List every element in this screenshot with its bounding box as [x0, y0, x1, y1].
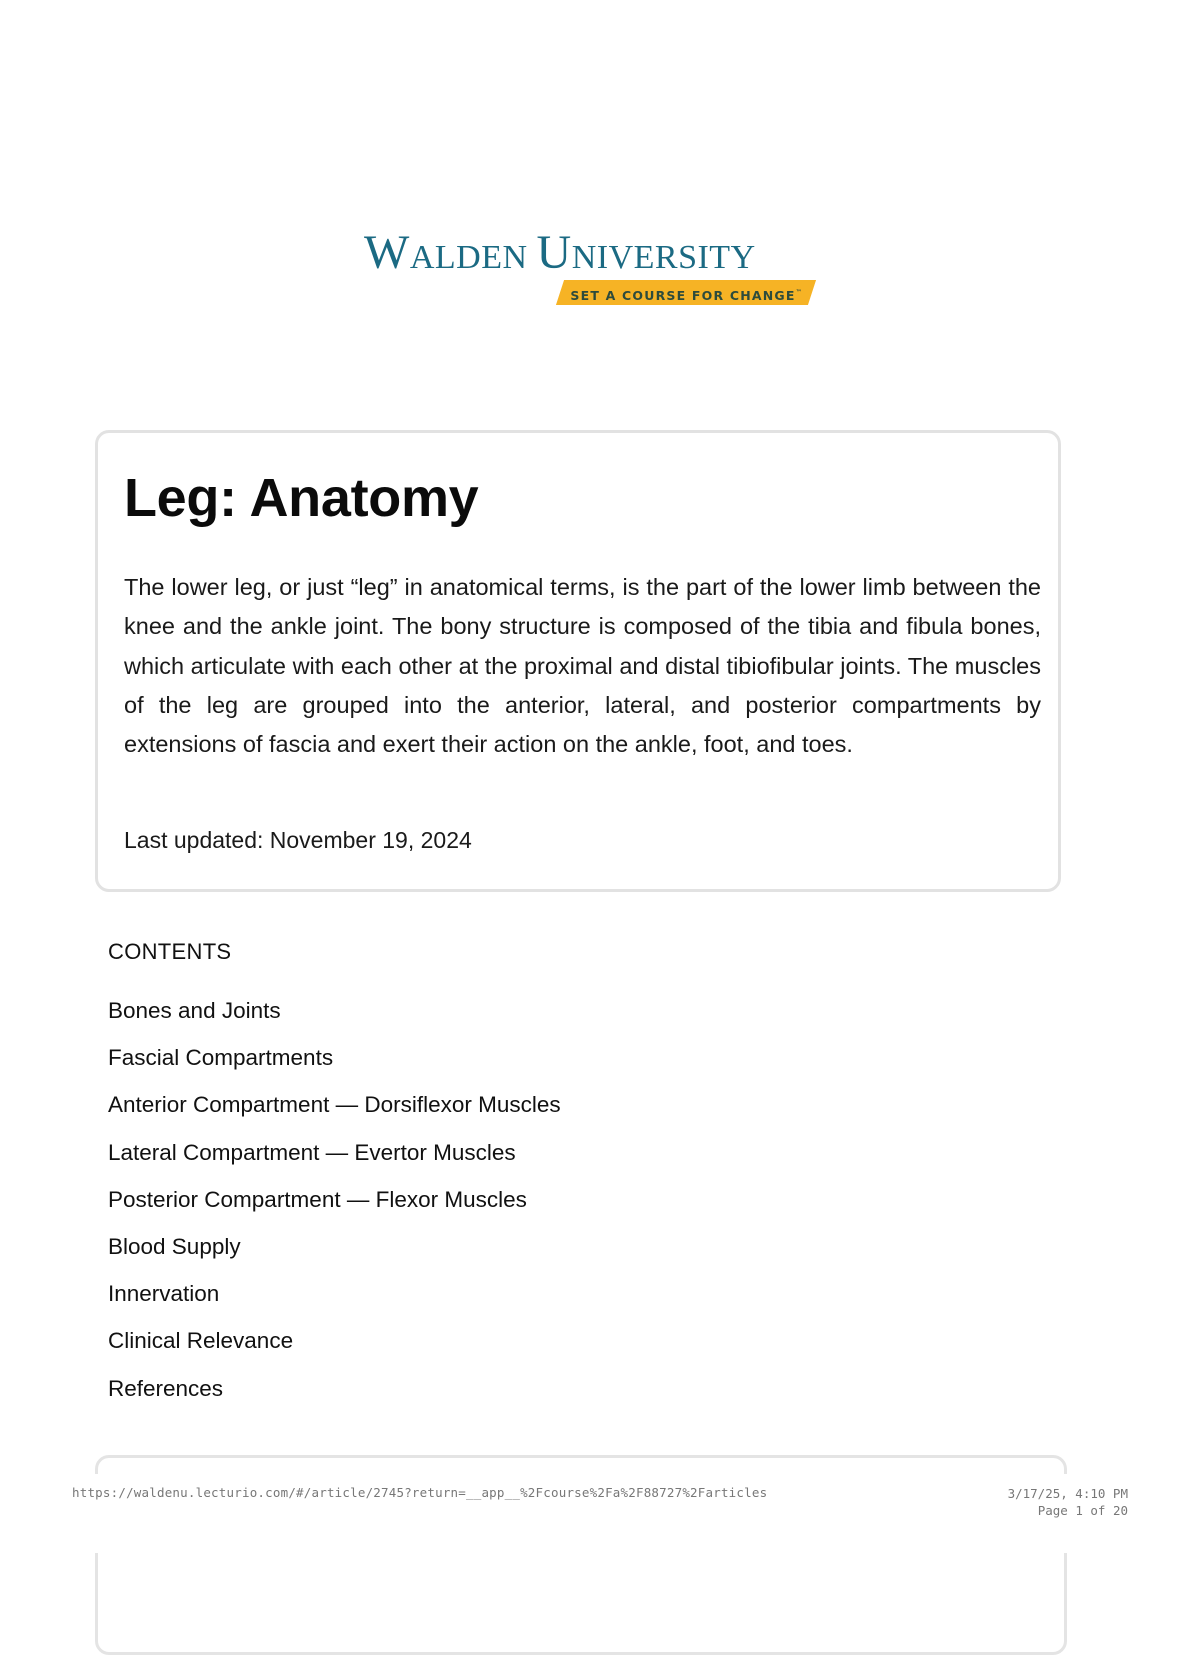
logo-cap-w: W: [364, 226, 410, 279]
logo-tagline: [560, 280, 812, 305]
logo-wordmark: [364, 228, 836, 283]
toc-item-innervation[interactable]: Innervation: [108, 1281, 220, 1307]
page-number: Page 1 of 20: [1037, 1503, 1128, 1518]
toc-item-lateral-compartment[interactable]: Lateral Compartment — Evertor Muscles: [108, 1139, 516, 1165]
toc-item-blood-supply[interactable]: Blood Supply: [108, 1233, 241, 1259]
logo-cap-u: U: [536, 226, 572, 279]
trademark-mark: ™: [795, 289, 802, 296]
walden-university-logo: [364, 228, 836, 308]
last-updated: Last updated: November 19, 2024: [124, 827, 472, 853]
toc-item-references[interactable]: References: [108, 1375, 224, 1401]
toc-item-bones-and-joints[interactable]: Bones and Joints: [108, 998, 281, 1023]
toc-item-anterior-compartment[interactable]: Anterior Compartment — Dorsiflexor Muscles: [108, 1092, 561, 1118]
print-datetime: 3/17/25, 4:10 PM: [1007, 1486, 1128, 1501]
print-footer-url: https://waldenu.lecturio.com/#/article/2745?return=__app__%2Fcourse%2Fa%2F88727%2Farticles: [72, 1485, 768, 1500]
article-summary-card: [95, 430, 1061, 892]
print-footer-meta: [1008, 1485, 1128, 1519]
logo-tagline-text: SET A COURSE FOR CHANGE: [570, 288, 796, 303]
toc-item-posterior-compartment[interactable]: Posterior Compartment — Flexor Muscles: [108, 1186, 527, 1212]
toc-item-fascial-compartments[interactable]: Fascial Compartments: [108, 1045, 334, 1071]
contents-heading: CONTENTS: [108, 939, 232, 964]
table-of-contents: [108, 996, 561, 1421]
logo-text-niversity: NIVERSITY: [571, 239, 756, 276]
page-title: Leg: Anatomy: [124, 468, 479, 528]
logo-text-alden: ALDEN: [409, 239, 537, 276]
toc-item-clinical-relevance[interactable]: Clinical Relevance: [108, 1328, 294, 1354]
article-intro: The lower leg, or just “leg” in anatomical terms, is the part of the lower limb between the knee and the ankle joint. The bony structure is composed of the tibia and fibula bones, which articulate with each other at the proximal and distal tibiofibular joints. The muscles of the leg are grouped into the anterior, lateral, and posterior compartments by extensions of fascia and exert their action on the ankle, foot, and toes.: [124, 574, 1041, 758]
